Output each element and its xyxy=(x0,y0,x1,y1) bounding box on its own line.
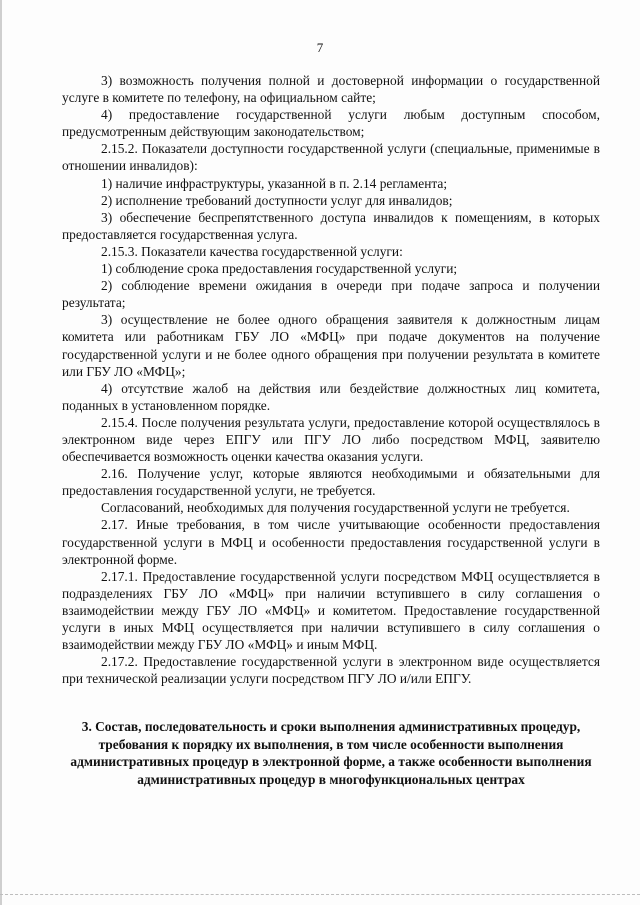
paragraph: Согласований, необходимых для получения государственной услуги не требуется. xyxy=(101,500,570,516)
paragraph: 2.15.2. Показатели доступности государственной услуги (специальные, применимые в отношении инвалидов): xyxy=(62,141,600,174)
paragraph: 1) наличие инфраструктуры, указанной в п. 2.14 регламента; xyxy=(101,175,448,191)
paragraph: 2) исполнение требований доступности услуг для инвалидов; xyxy=(101,192,453,208)
paragraph: 3) осуществление не более одного обращения заявителя к должностным лицам комитета или работникам ГБУ ЛО «МФЦ» при подаче документов на получение государственной услуги и не более одного обращения при получении результата в комитете или ГБУ ЛО «МФЦ»; xyxy=(62,312,600,379)
scan-bottom-edge xyxy=(0,894,640,895)
paragraph: 2.17. Иные требования, в том числе учитывающие особенности предоставления государственной услуги в МФЦ и особенности предоставления государственной услуги в электронной форме. xyxy=(62,517,600,567)
scan-left-edge xyxy=(0,0,2,905)
paragraph: 3) обеспечение беспрепятственного доступа инвалидов к помещениям, в которых предоставляется государственная услуга. xyxy=(62,209,600,242)
paragraph: 1) соблюдение срока предоставления государственной услуги; xyxy=(101,261,458,277)
paragraph: 4) предоставление государственной услуги любым доступным способом, предусмотренным действующим законодательством; xyxy=(62,107,600,140)
paragraph: 2.17.1. Предоставление государственной услуги посредством МФЦ осуществляется в подразделениях ГБУ ЛО «МФЦ» при наличии вступившего в силу соглашения о взаимодействии между ГБУ ЛО «МФЦ» и комитетом. Предоставление государственной услуги в иных МФЦ осуществляется при наличии вступившего в силу соглашения о взаимодействии между ГБУ ЛО «МФЦ» и иным МФЦ. xyxy=(62,568,600,653)
paragraph: 2.15.4. После получения результата услуги, предоставление которой осуществлялось в электронном виде через ЕПГУ или ПГУ ЛО либо посредством МФЦ, заявителю обеспечивается возможность оценки качества оказания услуги. xyxy=(62,414,600,465)
section-heading: 3. Состав, последовательность и сроки выполнения административных процедур, требования к порядку их выполнения, в том числе особенности выполнения административных процедур в электронной форме, а также особенности выполнения административных процедур в многофункциональных центрах xyxy=(70,719,592,787)
paragraph: 2) соблюдение времени ожидания в очереди при подаче запроса и получении результата; xyxy=(62,278,600,311)
paragraph: 2.15.3. Показатели качества государственной услуги: xyxy=(101,243,403,259)
page-number: 7 xyxy=(316,40,324,55)
paragraph: 2.16. Получение услуг, которые являются необходимыми и обязательными для предоставления государственной услуги, не требуется. xyxy=(62,466,600,499)
paragraph: 3) возможность получения полной и достоверной информации о государственной услуге в комитете по телефону, на официальном сайте; xyxy=(62,73,600,106)
paragraph: 2.17.2. Предоставление государственной услуги в электронном виде осуществляется при технической реализации услуги посредством ПГУ ЛО и/или ЕПГУ. xyxy=(62,654,600,687)
document-body xyxy=(62,72,600,687)
paragraph: 4) отсутствие жалоб на действия или бездействие должностных лиц комитета, поданных в установленном порядке. xyxy=(62,380,600,413)
